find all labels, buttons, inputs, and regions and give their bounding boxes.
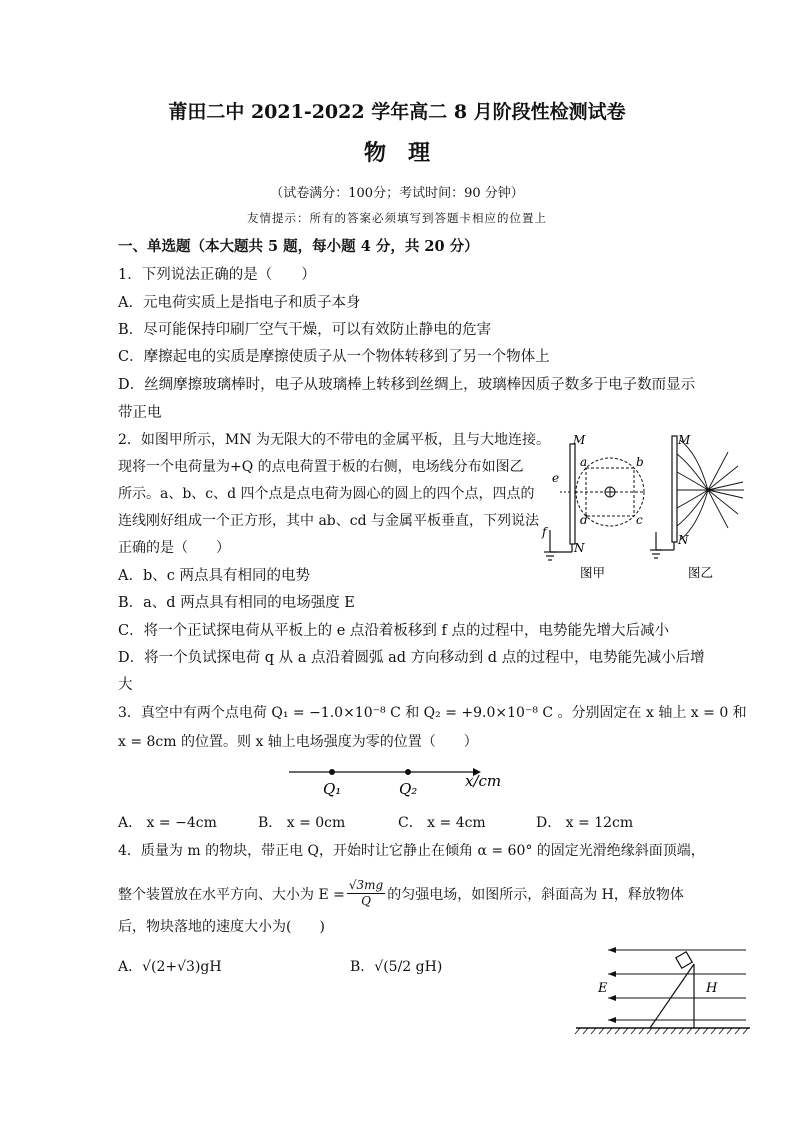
section-heading: 一、单选题（本大题共 5 题，每小题 4 分，共 20 分） [118, 238, 479, 255]
exam-title: 莆田二中 2021-2022 学年高二 8 月阶段性检测试卷 [168, 101, 626, 123]
q4-stem-line1: 4．质量为 m 的物块，带正电 Q，开始时让它静止在倾角 α = 60° 的固定光滑绝缘斜面顶端， [118, 843, 705, 859]
label-e: e [552, 471, 560, 485]
field-fraction [347, 878, 385, 909]
q4-line2-prefix: 整个装置放在水平方向、大小为 E = [118, 886, 345, 903]
q2-stem-line4: 连线刚好组成一个正方形，其中 ab、cd 与金属平板垂直，下列说法 [118, 513, 540, 529]
charge-q1-dot [329, 769, 335, 775]
plate-jia [570, 444, 575, 544]
label-f: f [542, 525, 547, 539]
block-icon [676, 952, 692, 968]
q3-stem-line1: 3．真空中有两个点电荷 Q₁ = −1.0×10⁻⁸ C 和 Q₂ = +9.0×10⁻⁸ C 。分别固定在 x 轴上 x = 0 和 [118, 705, 747, 721]
label-N-jia: N [574, 541, 585, 555]
exam-info: （试卷满分：100分；考试时间：90 分钟） [270, 186, 524, 201]
q3-axis-figure [285, 758, 515, 800]
label-E: E [598, 981, 608, 996]
q1-option-c: C．摩擦起电的实质是摩擦使质子从一个物体转移到了另一个物体上 [118, 349, 550, 365]
q1-option-a: A．元电荷实质上是指电子和质子本身 [118, 295, 361, 311]
q1-option-d-line1: D．丝绸摩擦玻璃棒时，电子从玻璃棒上转移到丝绸上，玻璃棒因质子数多于电子数而显示 [118, 377, 696, 393]
q2-option-d-line2: 大 [118, 677, 133, 693]
ground-hatch [575, 1028, 748, 1034]
q1-stem: 1．下列说法正确的是（ ） [118, 267, 316, 283]
axis-label: x/cm [465, 772, 502, 790]
q4-option-a: A．√(2+√3)gH [118, 959, 222, 975]
exam-tip: 友情提示：所有的答案必须填写到答题卡相应的位置上 [247, 211, 547, 225]
label-c: c [636, 513, 643, 527]
q2-stem-line1: 2．如图甲所示，MN 为无限大的不带电的金属平板，且与大地连接。 [118, 432, 550, 448]
caption-jia: 图甲 [580, 565, 606, 580]
q2-option-d-line1: D．将一个负试探电荷 q 从 a 点沿着圆弧 ad 方向移动到 d 点的过程中，电势能先减小后增 [118, 650, 705, 666]
fraction-numerator: √3mg [348, 878, 384, 892]
q1-option-b: B．尽可能保持印刷厂空气干燥，可以有效防止静电的危害 [118, 322, 492, 338]
q3-option-c: C． x = 4cm [398, 815, 486, 831]
q4-stem-line3: 后，物块落地的速度大小为( ) [118, 919, 325, 935]
plate-yi [672, 436, 677, 542]
label-H: H [706, 981, 718, 996]
field-lines [677, 440, 744, 540]
q1-option-d-line2: 带正电 [118, 405, 162, 421]
q3-option-b: B． x = 0cm [258, 815, 346, 831]
q4-line2-suffix: 的匀强电场，如图所示，斜面高为 H，释放物体 [387, 886, 684, 903]
subject-title: 物 理 [363, 140, 430, 166]
q2-option-a: A．b、c 两点具有相同的电势 [118, 568, 310, 584]
label-M-jia: M [573, 433, 586, 447]
label-a: a [580, 455, 588, 469]
label-N-yi: N [678, 533, 689, 547]
q4-stem-line2 [118, 878, 684, 909]
fraction-denominator: Q [361, 894, 371, 908]
q3-option-d: D． x = 12cm [536, 815, 634, 831]
q4-figure [574, 940, 754, 1036]
q3-option-a: A． x = −4cm [118, 815, 217, 831]
charge-q2-dot [405, 769, 411, 775]
caption-yi: 图乙 [688, 565, 714, 580]
label-M-yi: M [678, 433, 691, 447]
label-d: d [580, 513, 588, 527]
q3-stem-line2: x = 8cm 的位置。则 x 轴上电场强度为零的位置（ ） [118, 734, 478, 750]
q2-stem-line2: 现将一个电荷量为+Q 的点电荷置于板的右侧，电场线分布如图乙 [118, 459, 524, 475]
q2-option-c: C．将一个正试探电荷从平板上的 e 点沿着板移到 f 点的过程中，电势能先增大后减小 [118, 623, 669, 639]
q4-option-b: B．√(5/2 gH) [350, 959, 443, 975]
label-b: b [636, 455, 644, 469]
q2-stem-line3: 所示。a、b、c、d 四个点是点电荷为圆心的圆上的四个点，四点的 [118, 486, 535, 502]
q2-option-b: B．a、d 两点具有相同的电场强度 E [118, 595, 355, 611]
q2-label: Q₂ [399, 780, 418, 798]
q2-figure [538, 432, 778, 582]
q1-label: Q₁ [323, 780, 342, 798]
q2-stem-line5: 正确的是（ ） [118, 540, 230, 556]
